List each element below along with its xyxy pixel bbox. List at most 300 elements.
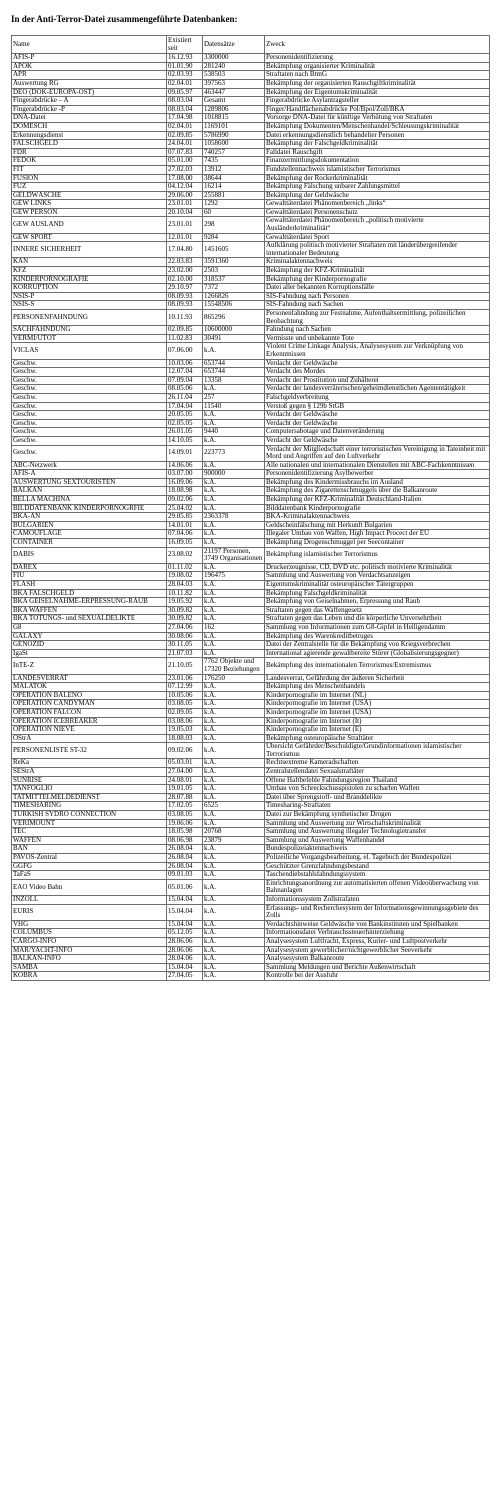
cell-datensaetze: 257 bbox=[203, 393, 265, 402]
cell-name: VICLAS bbox=[12, 343, 167, 359]
cell-name: BKA-AN bbox=[12, 513, 167, 522]
cell-datensaetze: k.A. bbox=[203, 411, 265, 420]
table-row bbox=[12, 895, 490, 904]
cell-name: AFIS-P bbox=[12, 54, 167, 63]
cell-name: SUNRISE bbox=[12, 776, 167, 785]
cell-datensaetze: k.A. bbox=[203, 946, 265, 955]
table-row bbox=[12, 828, 490, 837]
table-row bbox=[12, 419, 490, 428]
cell-datensaetze: k.A. bbox=[203, 717, 265, 726]
cell-datensaetze: 30491 bbox=[203, 334, 265, 343]
cell-name: BAN bbox=[12, 845, 167, 854]
cell-datensaetze: k.A. bbox=[203, 419, 265, 428]
cell-existiert-seit: 23.08.02 bbox=[167, 547, 203, 563]
table-row bbox=[12, 683, 490, 692]
cell-datensaetze: 1169101 bbox=[203, 122, 265, 131]
cell-zweck: Timesharing-Straftaten bbox=[265, 802, 490, 811]
cell-name: OStrA bbox=[12, 734, 167, 743]
cell-existiert-seit: 16.09.06 bbox=[167, 478, 203, 487]
cell-existiert-seit: 07.07.83 bbox=[167, 148, 203, 157]
cell-existiert-seit: 26.08.04 bbox=[167, 854, 203, 863]
cell-name: GALAXY bbox=[12, 632, 167, 641]
cell-name: NSIS-S bbox=[12, 301, 167, 310]
cell-existiert-seit: 15.04.04 bbox=[167, 963, 203, 972]
cell-zweck: Kinderpornografie im Internet (USA) bbox=[265, 700, 490, 709]
cell-datensaetze: k.A. bbox=[203, 845, 265, 854]
cell-zweck: Kinderpornografie im Internet (USA) bbox=[265, 708, 490, 717]
table-header-row bbox=[12, 36, 490, 54]
cell-zweck: Landesverrat, Gefährdung der äußeren Sicherheit bbox=[265, 674, 490, 683]
database-table bbox=[11, 35, 490, 981]
cell-existiert-seit: 08.03.04 bbox=[167, 105, 203, 114]
table-row bbox=[12, 445, 490, 461]
table-row bbox=[12, 267, 490, 276]
table-row bbox=[12, 811, 490, 820]
cell-name: VERMI/UTOT bbox=[12, 334, 167, 343]
table-row bbox=[12, 165, 490, 174]
cell-existiert-seit: 28.06.06 bbox=[167, 946, 203, 955]
cell-name: Geschw. bbox=[12, 393, 167, 402]
cell-existiert-seit: 01.01.90 bbox=[167, 62, 203, 71]
table-row bbox=[12, 802, 490, 811]
cell-name: ABC-Netzwerk bbox=[12, 461, 167, 470]
cell-name: Geschw. bbox=[12, 359, 167, 368]
table-row bbox=[12, 726, 490, 735]
cell-datensaetze: k.A. bbox=[203, 606, 265, 615]
cell-zweck: Gewalttäterdatei Phänomenbereich „politisch motivierte Ausländerkriminalität“ bbox=[265, 217, 490, 233]
cell-name: CAMOUFLAGE bbox=[12, 530, 167, 539]
cell-datensaetze: k.A. bbox=[203, 589, 265, 598]
cell-existiert-seit: 30.09.82 bbox=[167, 615, 203, 624]
cell-zweck: Eigentumskriminalität osteuropäischer Tätergruppen bbox=[265, 581, 490, 590]
cell-datensaetze: 281240 bbox=[203, 62, 265, 71]
cell-datensaetze: 11540 bbox=[203, 402, 265, 411]
cell-existiert-seit: 05.12.05 bbox=[167, 929, 203, 938]
table-row bbox=[12, 359, 490, 368]
cell-name: CARGO-INFO bbox=[12, 937, 167, 946]
cell-name: DAREX bbox=[12, 563, 167, 572]
cell-zweck: Zentralstellendatei Sexualstraftäter bbox=[265, 768, 490, 777]
cell-zweck: Bekämpfung des internationalen Terrorismus/Extremismus bbox=[265, 658, 490, 674]
cell-name: OPERATION NIEVE bbox=[12, 726, 167, 735]
cell-datensaetze: k.A. bbox=[203, 734, 265, 743]
table-row bbox=[12, 513, 490, 522]
header-datensaetze: Datensätze bbox=[203, 36, 265, 54]
cell-existiert-seit: 23.02.00 bbox=[167, 267, 203, 276]
cell-datensaetze: k.A. bbox=[203, 683, 265, 692]
table-row bbox=[12, 402, 490, 411]
cell-name: EAO Video Bahn bbox=[12, 879, 167, 895]
table-row bbox=[12, 122, 490, 131]
cell-zweck: Straftaten gegen das Waffengesetz bbox=[265, 606, 490, 615]
cell-existiert-seit: 03.07.00 bbox=[167, 470, 203, 479]
cell-existiert-seit: 02.04.01 bbox=[167, 79, 203, 88]
table-row bbox=[12, 258, 490, 267]
cell-zweck: Übersicht Gefährder/Beschuldigte/Grundinformationen islamistischer Terrorismus bbox=[265, 743, 490, 759]
table-row bbox=[12, 62, 490, 71]
cell-existiert-seit: 20.05.05 bbox=[167, 411, 203, 420]
table-row bbox=[12, 589, 490, 598]
cell-datensaetze: 653744 bbox=[203, 359, 265, 368]
cell-existiert-seit: 27.02.03 bbox=[167, 165, 203, 174]
cell-name: TURKISH SYDRO CONNECTION bbox=[12, 811, 167, 820]
cell-zweck: Finanzermittlungsdokumentation bbox=[265, 157, 490, 166]
cell-datensaetze: k.A. bbox=[203, 963, 265, 972]
cell-existiert-seit: 02.03.93 bbox=[167, 71, 203, 80]
cell-name: Auswertung RG bbox=[12, 79, 167, 88]
cell-datensaetze: k.A. bbox=[203, 759, 265, 768]
cell-zweck: Illegaler Umbau von Waffen, High Impact Procect der EU bbox=[265, 530, 490, 539]
cell-datensaetze: k.A. bbox=[203, 615, 265, 624]
cell-zweck: Sammlung und Auswertung illegaler Technologietransfer bbox=[265, 828, 490, 837]
cell-existiert-seit: 29.06.00 bbox=[167, 191, 203, 200]
cell-existiert-seit: 09.02.06 bbox=[167, 496, 203, 505]
table-row bbox=[12, 191, 490, 200]
table-row bbox=[12, 904, 490, 920]
cell-datensaetze: 9284 bbox=[203, 233, 265, 242]
table-row bbox=[12, 496, 490, 505]
cell-name: VERIMOUNT bbox=[12, 819, 167, 828]
cell-datensaetze: k.A. bbox=[203, 743, 265, 759]
cell-zweck: Umbau von Schreckschusspistolen zu scharfen Waffen bbox=[265, 785, 490, 794]
document-title: In der Anti-Terror-Datei zusammengeführte Datenbanken: bbox=[11, 14, 238, 24]
cell-datensaetze: 1058600 bbox=[203, 140, 265, 149]
cell-datensaetze: k.A. bbox=[203, 496, 265, 505]
table-row bbox=[12, 946, 490, 955]
cell-zweck: Bundespolizeiaktennachweis bbox=[265, 845, 490, 854]
cell-name: COLUMBUS bbox=[12, 929, 167, 938]
cell-name: AFIS-A bbox=[12, 470, 167, 479]
cell-datensaetze: k.A. bbox=[203, 937, 265, 946]
cell-name: SAMBA bbox=[12, 963, 167, 972]
cell-datensaetze: k.A. bbox=[203, 385, 265, 394]
cell-existiert-seit: 17.02.05 bbox=[167, 802, 203, 811]
cell-name: Geschw. bbox=[12, 419, 167, 428]
cell-zweck: Bekämpfung organisierter Kriminalität bbox=[265, 62, 490, 71]
cell-existiert-seit: 11.02.83 bbox=[167, 334, 203, 343]
cell-existiert-seit: 19.05.92 bbox=[167, 598, 203, 607]
cell-existiert-seit: 10.11.82 bbox=[167, 589, 203, 598]
table-row bbox=[12, 487, 490, 496]
cell-name: PAVOS-Zentral bbox=[12, 854, 167, 863]
cell-name: KINDERPORNOGRAFIE bbox=[12, 275, 167, 284]
cell-name: Geschw. bbox=[12, 368, 167, 377]
cell-datensaetze: 463447 bbox=[203, 88, 265, 97]
cell-zweck: Druckerzeugnisse, CD, DVD etc. politisch motivierte Kriminalität bbox=[265, 563, 490, 572]
cell-name: SACHFAHNDUNG bbox=[12, 326, 167, 335]
table-row bbox=[12, 768, 490, 777]
cell-zweck: Verdacht der Geldwäsche bbox=[265, 419, 490, 428]
cell-name: TaFaS bbox=[12, 871, 167, 880]
cell-existiert-seit: 21.07.03 bbox=[167, 649, 203, 658]
table-row bbox=[12, 879, 490, 895]
cell-existiert-seit: 19.05.03 bbox=[167, 726, 203, 735]
cell-existiert-seit: 28.04.03 bbox=[167, 581, 203, 590]
cell-existiert-seit: 01.11.02 bbox=[167, 563, 203, 572]
cell-zweck: Erfassungs- und Recherchesystem der Informationsgewinnungssgebiete des Zolls bbox=[265, 904, 490, 920]
cell-name: FUZ bbox=[12, 183, 167, 192]
cell-datensaetze: 16214 bbox=[203, 183, 265, 192]
cell-name: INZOLL bbox=[12, 895, 167, 904]
cell-existiert-seit: 27.04.00 bbox=[167, 768, 203, 777]
cell-zweck: Computersabotage und Datenveränderung bbox=[265, 428, 490, 437]
cell-existiert-seit: 14.10.05 bbox=[167, 436, 203, 445]
cell-datensaetze: k.A. bbox=[203, 641, 265, 650]
cell-name: Geschw. bbox=[12, 376, 167, 385]
cell-zweck: Verdacht der Geldwäsche bbox=[265, 359, 490, 368]
cell-name: DNA-Datei bbox=[12, 114, 167, 123]
cell-zweck: Kinderpornografie im Internet (NL) bbox=[265, 691, 490, 700]
cell-datensaetze: 255881 bbox=[203, 191, 265, 200]
table-row bbox=[12, 920, 490, 929]
table-row bbox=[12, 343, 490, 359]
cell-existiert-seit: 20.10.04 bbox=[167, 208, 203, 217]
cell-datensaetze: 397563 bbox=[203, 79, 265, 88]
cell-name: Geschw. bbox=[12, 445, 167, 461]
cell-datensaetze: 38644 bbox=[203, 174, 265, 183]
cell-name: BELLA MACHINA bbox=[12, 496, 167, 505]
cell-datensaetze: 1451605 bbox=[203, 242, 265, 258]
cell-datensaetze: k.A. bbox=[203, 436, 265, 445]
cell-datensaetze: 538503 bbox=[203, 71, 265, 80]
cell-existiert-seit: 02.05.05 bbox=[167, 419, 203, 428]
table-row bbox=[12, 217, 490, 233]
table-row bbox=[12, 708, 490, 717]
cell-name: FUSION bbox=[12, 174, 167, 183]
cell-existiert-seit: 26.01.05 bbox=[167, 428, 203, 437]
cell-zweck: Bekämpfung der Rockerkriminalität bbox=[265, 174, 490, 183]
cell-zweck: Datei erkennungsdienstlich behandelter Personen bbox=[265, 131, 490, 140]
header-existiert-seit: Existiert seit bbox=[167, 36, 203, 54]
cell-name: DOMESCH bbox=[12, 122, 167, 131]
cell-name: GEW PERSON bbox=[12, 208, 167, 217]
table-row bbox=[12, 606, 490, 615]
table-row bbox=[12, 334, 490, 343]
table-row bbox=[12, 71, 490, 80]
cell-name: Geschw. bbox=[12, 385, 167, 394]
table-row bbox=[12, 658, 490, 674]
table-row bbox=[12, 955, 490, 964]
table-row bbox=[12, 623, 490, 632]
cell-name: Fingerabdrücke – A bbox=[12, 97, 167, 106]
cell-datensaetze: k.A. bbox=[203, 563, 265, 572]
cell-zweck: Verdacht der Mitgliedschaft einer terroristischen Vereinigung in Tateinheit mit Mord und Angriffen auf den Luftverkehr bbox=[265, 445, 490, 461]
cell-name: Geschw. bbox=[12, 436, 167, 445]
cell-name: NSIS-P bbox=[12, 292, 167, 301]
cell-datensaetze: 2363378 bbox=[203, 513, 265, 522]
cell-zweck: Straftaten nach BtmG bbox=[265, 71, 490, 80]
table-row bbox=[12, 572, 490, 581]
cell-zweck: Bekämpfung des Kindermissbrauchs im Ausland bbox=[265, 478, 490, 487]
table-row bbox=[12, 376, 490, 385]
table-row bbox=[12, 854, 490, 863]
table-row bbox=[12, 79, 490, 88]
table-row bbox=[12, 937, 490, 946]
cell-datensaetze: k.A. bbox=[203, 700, 265, 709]
cell-existiert-seit: 15.04.04 bbox=[167, 895, 203, 904]
cell-datensaetze: 318537 bbox=[203, 275, 265, 284]
cell-zweck: Bekämpfung der KFZ-Kriminalität Deutschland-Italien bbox=[265, 496, 490, 505]
cell-name: ReKa bbox=[12, 759, 167, 768]
cell-existiert-seit: 23.01.01 bbox=[167, 200, 203, 209]
cell-name: AUSWERTUNG SEXTOURISTEN bbox=[12, 478, 167, 487]
cell-name: KAN bbox=[12, 258, 167, 267]
table-row bbox=[12, 301, 490, 310]
cell-datensaetze: 6525 bbox=[203, 802, 265, 811]
table-row bbox=[12, 54, 490, 63]
cell-name: EURIS bbox=[12, 904, 167, 920]
table-row bbox=[12, 929, 490, 938]
cell-datensaetze: k.A. bbox=[203, 768, 265, 777]
cell-datensaetze: k.A. bbox=[203, 811, 265, 820]
cell-name: G8 bbox=[12, 623, 167, 632]
cell-datensaetze: k.A. bbox=[203, 632, 265, 641]
table-row bbox=[12, 157, 490, 166]
cell-zweck: Informationsdatei Verbrauchssteuerhinterziehung bbox=[265, 929, 490, 938]
table-row bbox=[12, 871, 490, 880]
cell-datensaetze: k.A. bbox=[203, 708, 265, 717]
cell-datensaetze: 900000 bbox=[203, 470, 265, 479]
cell-zweck: Sammlung und Auswertung Waffenhandel bbox=[265, 836, 490, 845]
cell-datensaetze: 21197 Personen, 3749 Organisationen bbox=[203, 547, 265, 563]
table-row bbox=[12, 428, 490, 437]
cell-datensaetze: 7435 bbox=[203, 157, 265, 166]
table-row bbox=[12, 470, 490, 479]
cell-existiert-seit: 16.12.93 bbox=[167, 54, 203, 63]
cell-name: PERSONENLISTE ST-32 bbox=[12, 743, 167, 759]
cell-existiert-seit: 09.02.06 bbox=[167, 743, 203, 759]
table-row bbox=[12, 140, 490, 149]
cell-datensaetze: k.A. bbox=[203, 343, 265, 359]
cell-name: CONTAINER bbox=[12, 539, 167, 548]
cell-name: BILDDATENBANK KINDERPORNOGRFIE bbox=[12, 504, 167, 513]
table-row bbox=[12, 776, 490, 785]
cell-datensaetze: 196475 bbox=[203, 572, 265, 581]
cell-name: FDR bbox=[12, 148, 167, 157]
cell-zweck: Gewalttäterdatei Sport bbox=[265, 233, 490, 242]
cell-datensaetze: k.A. bbox=[203, 487, 265, 496]
table-row bbox=[12, 641, 490, 650]
cell-existiert-seit: 17.04.04 bbox=[167, 402, 203, 411]
cell-datensaetze: 3591360 bbox=[203, 258, 265, 267]
cell-zweck: Personenidentifizierung Asylbewerber bbox=[265, 470, 490, 479]
cell-name: DEO (DOK-EUROPA-OST) bbox=[12, 88, 167, 97]
cell-name: FEDOK bbox=[12, 157, 167, 166]
cell-existiert-seit: 07.06.00 bbox=[167, 343, 203, 359]
table-row bbox=[12, 615, 490, 624]
cell-zweck: Falschgeldverbreitung bbox=[265, 393, 490, 402]
table-row bbox=[12, 326, 490, 335]
cell-zweck: Sammlung und Auswertung zur Wirtschaftskriminalität bbox=[265, 819, 490, 828]
cell-zweck: Personenidentifizierung bbox=[265, 54, 490, 63]
cell-zweck: Einrichtungsanordnung zur automatisierten offenen Videoüberwachung von Bahnanlagen bbox=[265, 879, 490, 895]
cell-datensaetze: k.A. bbox=[203, 691, 265, 700]
cell-existiert-seit: 24.04.01 bbox=[167, 140, 203, 149]
cell-existiert-seit: 08.09.93 bbox=[167, 301, 203, 310]
cell-existiert-seit: 04.12.04 bbox=[167, 183, 203, 192]
cell-existiert-seit: 19.06.06 bbox=[167, 819, 203, 828]
cell-existiert-seit: 10.03.06 bbox=[167, 359, 203, 368]
cell-name: GEW LINKS bbox=[12, 200, 167, 209]
cell-existiert-seit: 25.04.02 bbox=[167, 504, 203, 513]
cell-zweck: Bekämpfung Drogenschmuggel per Seecontainer bbox=[265, 539, 490, 548]
cell-zweck: Kontrolle bei der Ausfuhr bbox=[265, 972, 490, 981]
cell-zweck: Bekämpfung Falschgeldkriminalität bbox=[265, 589, 490, 598]
cell-existiert-seit: 28.06.06 bbox=[167, 937, 203, 946]
table-row bbox=[12, 310, 490, 326]
table-row bbox=[12, 700, 490, 709]
cell-zweck: Fundstellennachweis islamistischer Terrorismus bbox=[265, 165, 490, 174]
table-row bbox=[12, 284, 490, 293]
table-row bbox=[12, 411, 490, 420]
cell-name: FIU bbox=[12, 572, 167, 581]
cell-zweck: Bekämpfung der Falschgeldkriminalität bbox=[265, 140, 490, 149]
cell-datensaetze: k.A. bbox=[203, 649, 265, 658]
table-row bbox=[12, 393, 490, 402]
cell-existiert-seit: 08.09.93 bbox=[167, 292, 203, 301]
cell-name: FALSCHGELD bbox=[12, 140, 167, 149]
cell-name: APR bbox=[12, 71, 167, 80]
table-row bbox=[12, 88, 490, 97]
cell-zweck: Bekämpfung Dokumenten/Menschenhandel/Schleusungskriminalität bbox=[265, 122, 490, 131]
cell-datensaetze: k.A. bbox=[203, 920, 265, 929]
cell-zweck: Verdachtshinweise Geldwäsche von Bankinstituten und Spielbanken bbox=[265, 920, 490, 929]
table-row bbox=[12, 581, 490, 590]
cell-datensaetze: k.A. bbox=[203, 726, 265, 735]
cell-existiert-seit: 17.04.98 bbox=[167, 114, 203, 123]
cell-existiert-seit: 07.09.04 bbox=[167, 376, 203, 385]
cell-existiert-seit: 09.05.97 bbox=[167, 88, 203, 97]
cell-zweck: Bekämpfung der KFZ-Kriminalität bbox=[265, 267, 490, 276]
cell-datensaetze: 653744 bbox=[203, 368, 265, 377]
cell-datensaetze: k.A. bbox=[203, 598, 265, 607]
cell-existiert-seit: 14.09.01 bbox=[167, 445, 203, 461]
cell-datensaetze: 1292 bbox=[203, 200, 265, 209]
cell-zweck: Verdacht der Geldwäsche bbox=[265, 411, 490, 420]
table-row bbox=[12, 836, 490, 845]
table-row bbox=[12, 504, 490, 513]
cell-name: MALATOK bbox=[12, 683, 167, 692]
cell-name: MAR/YACHT-INFO bbox=[12, 946, 167, 955]
table-row bbox=[12, 547, 490, 563]
table-row bbox=[12, 208, 490, 217]
cell-name: DABIS bbox=[12, 547, 167, 563]
cell-datensaetze: k.A. bbox=[203, 478, 265, 487]
cell-datensaetze: 13912 bbox=[203, 165, 265, 174]
cell-zweck: Analysesystem gewerblicher/nichtgewerblicher Seeverkehr bbox=[265, 946, 490, 955]
table-row bbox=[12, 759, 490, 768]
cell-existiert-seit: 24.08.01 bbox=[167, 776, 203, 785]
cell-existiert-seit: 16.09.05 bbox=[167, 539, 203, 548]
cell-zweck: Sammlung und Auswertung von Verdachtsanzeigen bbox=[265, 572, 490, 581]
table-row bbox=[12, 97, 490, 106]
cell-name: INNERE SICHERHEIT bbox=[12, 242, 167, 258]
cell-existiert-seit: 23.01.01 bbox=[167, 217, 203, 233]
cell-zweck: Verdacht der Prostitution und Zuhälterei bbox=[265, 376, 490, 385]
cell-datensaetze: 298 bbox=[203, 217, 265, 233]
cell-existiert-seit: 28.04.06 bbox=[167, 955, 203, 964]
cell-zweck: Verdacht des Mordes bbox=[265, 368, 490, 377]
table-row bbox=[12, 521, 490, 530]
cell-datensaetze: k.A. bbox=[203, 581, 265, 590]
cell-zweck: Vorsorge DNA-Datei für künftige Verhütung von Straftaten bbox=[265, 114, 490, 123]
cell-existiert-seit: 12.01.01 bbox=[167, 233, 203, 242]
cell-name: GEW AUSLAND bbox=[12, 217, 167, 233]
cell-zweck: Gewalttäterdatei Phänomenbereich „links“ bbox=[265, 200, 490, 209]
table-row bbox=[12, 963, 490, 972]
cell-zweck: Finger/Handflächenabdrücke Pol/Bpol/Zoll/BKA bbox=[265, 105, 490, 114]
cell-name: KORRUPTION bbox=[12, 284, 167, 293]
